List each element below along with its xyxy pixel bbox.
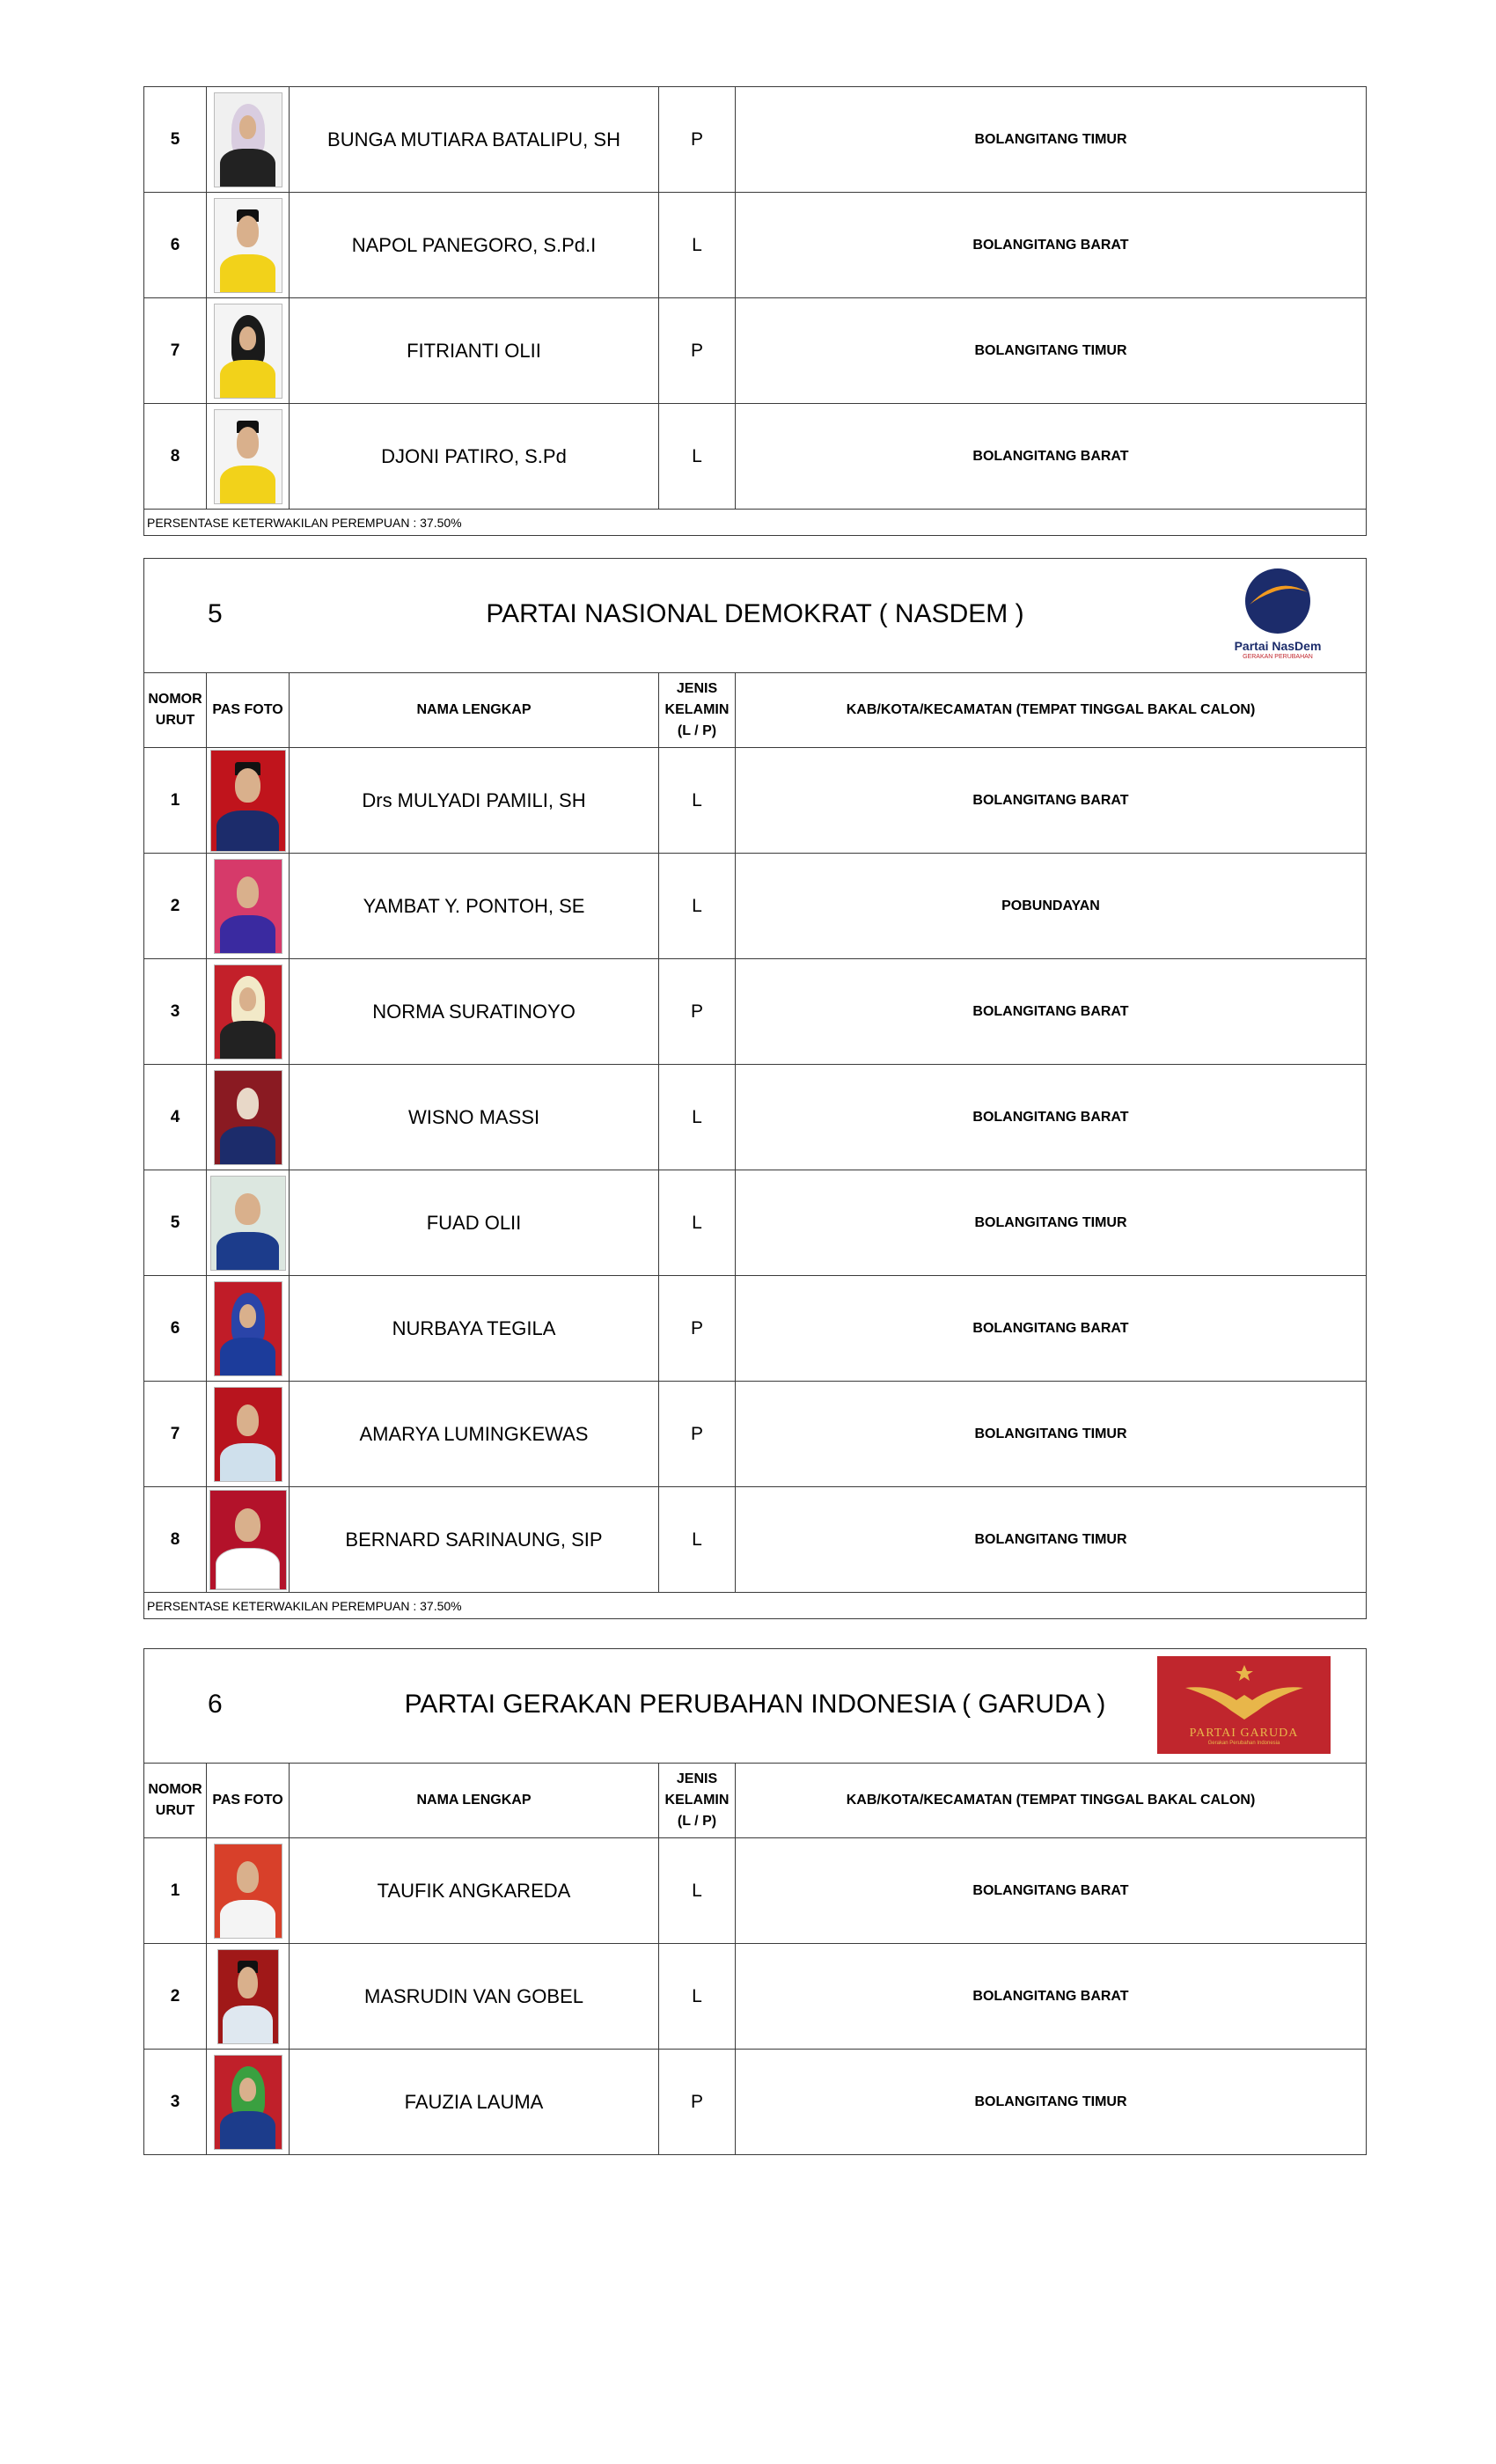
candidate-name: DJONI PATIRO, S.Pd [290,404,659,510]
candidate-address: BOLANGITANG TIMUR [736,1170,1367,1276]
candidate-photo [207,404,290,510]
row-number: 5 [144,1170,207,1276]
candidate-sex: P [659,87,736,193]
candidate-sex: L [659,1170,736,1276]
candidate-sex: L [659,1944,736,2050]
candidate-photo [207,1487,290,1593]
logo-subtext: GERAKAN PERUBAHAN [1243,654,1313,660]
candidate-photo [207,2050,290,2155]
women-percentage: PERSENTASE KETERWAKILAN PEREMPUAN : 37.50% [144,510,1367,536]
table-row [144,854,1367,959]
table-row [144,87,1367,193]
header-number: NOMOR URUT [144,673,207,748]
candidate-address: BOLANGITANG TIMUR [736,1487,1367,1593]
row-number: 3 [144,959,207,1065]
candidate-name: FITRIANTI OLII [290,298,659,404]
candidate-photo [207,1170,290,1276]
table-row [144,193,1367,298]
candidate-address: BOLANGITANG BARAT [736,959,1367,1065]
candidate-name: AMARYA LUMINGKEWAS [290,1382,659,1487]
row-number: 2 [144,1944,207,2050]
candidate-name: MASRUDIN VAN GOBEL [290,1944,659,2050]
candidate-sex: L [659,854,736,959]
column-header-row [144,673,1367,748]
nasdem-logo [1225,566,1331,664]
table-row [144,959,1367,1065]
party-number: 5 [208,599,223,628]
table-row [144,298,1367,404]
candidate-photo [207,748,290,854]
row-number: 1 [144,1838,207,1944]
candidate-name: Drs MULYADI PAMILI, SH [290,748,659,854]
candidate-name: NAPOL PANEGORO, S.Pd.I [290,193,659,298]
candidate-photo [207,1382,290,1487]
row-number: 7 [144,1382,207,1487]
candidate-address: BOLANGITANG TIMUR [736,298,1367,404]
header-sex: JENIS KELAMIN (L / P) [659,673,736,748]
candidate-address: POBUNDAYAN [736,854,1367,959]
candidate-photo [207,1838,290,1944]
candidate-sex: L [659,748,736,854]
candidate-address: BOLANGITANG BARAT [736,193,1367,298]
nasdem-emblem-icon [1237,566,1318,634]
previous-party-table [143,86,1367,536]
party-number: 6 [208,1690,223,1719]
row-number: 6 [144,193,207,298]
column-header-row [144,1764,1367,1838]
candidate-name: WISNO MASSI [290,1065,659,1170]
table-row [144,1065,1367,1170]
candidate-photo [207,193,290,298]
candidate-sex: P [659,298,736,404]
candidate-sex: L [659,404,736,510]
header-name: NAMA LENGKAP [290,1764,659,1838]
candidate-address: BOLANGITANG TIMUR [736,2050,1367,2155]
table-row [144,748,1367,854]
candidate-sex: L [659,1838,736,1944]
header-photo: PAS FOTO [207,1764,290,1838]
candidate-sex: L [659,193,736,298]
nasdem-table [143,558,1367,1619]
candidate-sex: P [659,959,736,1065]
table-row [144,1170,1367,1276]
header-number: NOMOR URUT [144,1764,207,1838]
row-number: 1 [144,748,207,854]
candidate-photo [207,1276,290,1382]
candidate-photo [207,959,290,1065]
garuda-table [143,1648,1367,2155]
candidate-name: YAMBAT Y. PONTOH, SE [290,854,659,959]
party-title: PARTAI NASIONAL DEMOKRAT ( NASDEM ) [486,599,1024,628]
candidate-address: BOLANGITANG BARAT [736,404,1367,510]
party-header [144,1649,1367,1764]
percentage-row [144,1593,1367,1619]
candidate-name: BERNARD SARINAUNG, SIP [290,1487,659,1593]
candidate-photo [207,298,290,404]
header-address: KAB/KOTA/KECAMATAN (TEMPAT TINGGAL BAKAL CALON) [736,1764,1367,1838]
row-number: 8 [144,1487,207,1593]
row-number: 2 [144,854,207,959]
party-header [144,559,1367,673]
candidate-name: FAUZIA LAUMA [290,2050,659,2155]
candidate-address: BOLANGITANG BARAT [736,1944,1367,2050]
women-percentage: PERSENTASE KETERWAKILAN PEREMPUAN : 37.50% [144,1593,1367,1619]
header-address: KAB/KOTA/KECAMATAN (TEMPAT TINGGAL BAKAL CALON) [736,673,1367,748]
row-number: 7 [144,298,207,404]
table-row [144,1944,1367,2050]
candidate-address: BOLANGITANG TIMUR [736,87,1367,193]
header-sex: JENIS KELAMIN (L / P) [659,1764,736,1838]
candidate-name: FUAD OLII [290,1170,659,1276]
candidate-sex: P [659,1382,736,1487]
logo-text: PARTAI GARUDA [1189,1727,1299,1740]
logo-text: Partai NasDem [1234,639,1322,653]
candidate-sex: P [659,1276,736,1382]
candidate-photo [207,1944,290,2050]
table-row [144,1838,1367,1944]
candidate-sex: P [659,2050,736,2155]
candidate-photo [207,87,290,193]
table-row [144,2050,1367,2155]
candidate-name: TAUFIK ANGKAREDA [290,1838,659,1944]
table-row [144,404,1367,510]
candidate-address: BOLANGITANG BARAT [736,1838,1367,1944]
candidate-photo [207,854,290,959]
table-row [144,1382,1367,1487]
candidate-sex: L [659,1065,736,1170]
candidate-address: BOLANGITANG BARAT [736,1065,1367,1170]
garuda-logo [1157,1656,1331,1754]
candidate-address: BOLANGITANG BARAT [736,1276,1367,1382]
candidate-name: NORMA SURATINOYO [290,959,659,1065]
candidate-sex: L [659,1487,736,1593]
party-title: PARTAI GERAKAN PERUBAHAN INDONESIA ( GARUDA ) [404,1690,1106,1719]
table-row [144,1276,1367,1382]
candidate-address: BOLANGITANG BARAT [736,748,1367,854]
header-photo: PAS FOTO [207,673,290,748]
candidate-name: BUNGA MUTIARA BATALIPU, SH [290,87,659,193]
garuda-eagle-icon [1178,1661,1310,1723]
candidate-photo [207,1065,290,1170]
row-number: 8 [144,404,207,510]
candidate-name: NURBAYA TEGILA [290,1276,659,1382]
logo-subtext: Gerakan Perubahan Indonesia [1207,1741,1280,1746]
row-number: 4 [144,1065,207,1170]
candidate-address: BOLANGITANG TIMUR [736,1382,1367,1487]
header-name: NAMA LENGKAP [290,673,659,748]
row-number: 5 [144,87,207,193]
row-number: 6 [144,1276,207,1382]
percentage-row [144,510,1367,536]
row-number: 3 [144,2050,207,2155]
table-row [144,1487,1367,1593]
